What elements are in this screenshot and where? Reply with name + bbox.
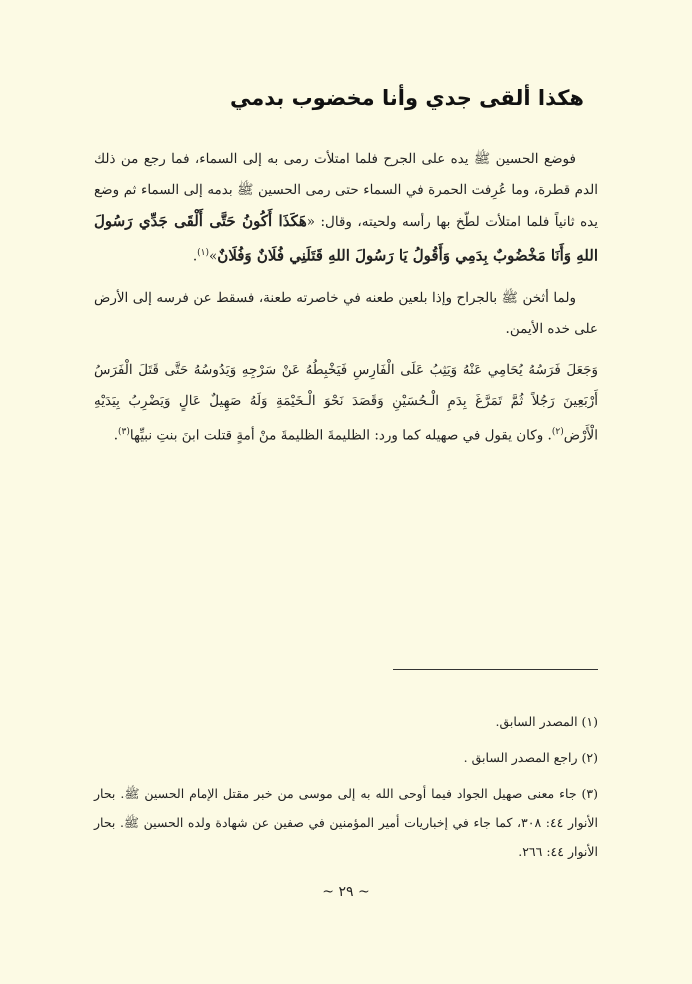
paragraph-1 bbox=[94, 144, 598, 273]
page-number: ~ ٢٩ ~ bbox=[322, 884, 370, 900]
paragraph-1-end: . bbox=[192, 248, 198, 265]
paragraph-3 bbox=[94, 355, 598, 452]
paragraph-3-middle: . وكان يقول في صهيله كما ورد: الظليمةَ الظليمةَ منْ أمةٍ قتلت ابنَ بنتِ نبيِّها bbox=[129, 427, 552, 443]
footnote-divider bbox=[393, 669, 598, 670]
footnote-ref-3: (٣) bbox=[117, 426, 130, 437]
footnote-3: (٣) جاء معنى صهيل الجواد فيما أوحى الله به إلى موسى من خبر مقتل الإمام الحسين ﷺ. بحار الأنوار ٤٤: ٣٠٨، كما جاء في إخباريات أمير المؤمنين في صفين عن شهادة ولده الحسين ﷺ. بحار الأنوار ٤٤: ٢٦٦. bbox=[94, 786, 598, 859]
hadith-quote: هَكَذَا أَكُونُ حَتَّى أَلْقَى جَدِّي رَسُولَ اللهِ وَأَنَا مَخْضُوبٌ بِدَمِي وَأَقُولُ يَا رَسُولَ اللهِ قَتَلَنِي فُلَانٌ وَفُلَانٌ bbox=[94, 212, 598, 265]
footnote-ref-2: (٢) bbox=[551, 426, 564, 437]
paragraph-2: ولما أثخن ﷺ بالجراح وإذا بلعين طعنه في خاصرته طعنة، فسقط عن فرسه إلى الأرض على خده الأيمن. bbox=[94, 289, 598, 337]
footnotes bbox=[94, 707, 598, 873]
page-title: هكذا ألقى جدي وأنا مخضوب بدمي bbox=[230, 86, 584, 110]
footnote-2: (٢) راجع المصدر السابق . bbox=[463, 750, 598, 765]
footnote-ref-1: (١) bbox=[197, 248, 210, 258]
paragraph-3-verse: وَجَعَلَ فَرَسُهُ يُحَامِي عَنْهُ وَيَثِبُ عَلَى الْفَارِسِ فَيَخْبِطُهُ عَنْ سَرْجِهِ وَيَدُوسُهُ حَتَّى قَتَلَ الْفَرَسُ أَرْبَعِينَ رَجُلاً ثُمَّ تَمَرَّغَ بِدَمِ الْـحُسَيْنِ وَقَصَدَ نَحْوَ الْـخَيْمَةِ وَلَهُ صَهِيلٌ عَالٍ وَيَضْرِبُ بِيَدَيْهِ الْأَرْض bbox=[94, 361, 598, 443]
footnote-1: (١) المصدر السابق. bbox=[495, 714, 598, 729]
paragraph-1-intro: فوضع الحسين ﷺ يده على الجرح فلما امتلأت رمى به إلى السماء، فما رجع من ذلك الدم قطرة، وما عُرِفت الحمرة في السماء حتى رمى الحسين ﷺ بدمه إلى السماء ثم وضع يده ثانياً فلما امتلأت لطّخ بها رأسه ولحيته، وقال: « bbox=[94, 151, 598, 230]
quote-close: » bbox=[209, 248, 218, 265]
main-text bbox=[94, 144, 598, 461]
paragraph-3-end: . bbox=[113, 427, 118, 443]
